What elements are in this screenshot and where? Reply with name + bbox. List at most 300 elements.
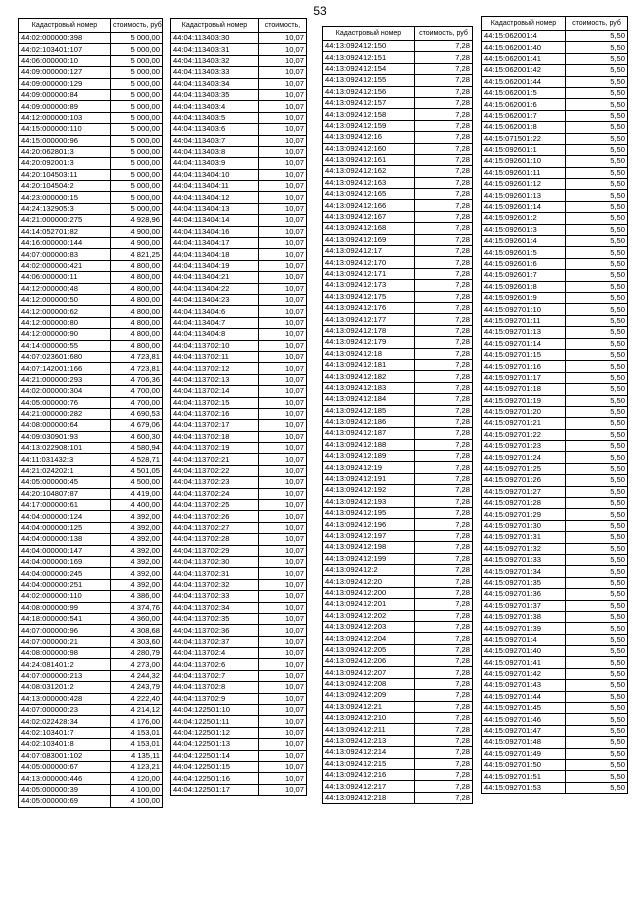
cost-cell: 7,28: [415, 439, 473, 450]
table-row: [323, 428, 473, 439]
cadastral-number-cell: 44:15:092701:27: [482, 486, 566, 497]
cadastral-number-cell: 44:04:113404:8: [171, 329, 259, 340]
cost-cell: 5,50: [566, 634, 628, 645]
cost-cell: 10,07: [259, 55, 307, 66]
table-row: [19, 454, 163, 465]
cost-cell: 7,28: [415, 41, 473, 52]
cost-cell: 7,28: [415, 143, 473, 154]
cost-cell: 4 360,00: [111, 613, 163, 624]
table-row: [19, 500, 163, 511]
table-row: [19, 249, 163, 260]
cadastral-number-cell: 44:04:113702:33: [171, 591, 259, 602]
cadastral-number-cell: 44:04:122501:10: [171, 705, 259, 716]
cadastral-number-cell: 44:04:113702:10: [171, 340, 259, 351]
cost-cell: 4 153,01: [111, 727, 163, 738]
table-row: [323, 587, 473, 598]
cost-cell: 5,50: [566, 53, 628, 64]
table-row: [482, 395, 628, 406]
table-row: [323, 451, 473, 462]
table-row: [19, 294, 163, 305]
table-row: [482, 441, 628, 452]
cost-cell: 7,28: [415, 371, 473, 382]
table-row: [482, 87, 628, 98]
cost-cell: 10,07: [259, 169, 307, 180]
table-row: [171, 568, 307, 579]
cost-cell: 4 243,79: [111, 682, 163, 693]
column-header-cost: стоимость, руб: [111, 19, 163, 33]
table-row: [19, 351, 163, 362]
cadastral-number-cell: 44:13:092412:176: [323, 302, 415, 313]
cost-cell: 5,50: [566, 224, 628, 235]
cadastral-number-cell: 44:12:000000:50: [19, 294, 111, 305]
cadastral-number-cell: 44:02:000000:110: [19, 591, 111, 602]
cost-cell: 5 000,00: [111, 135, 163, 146]
cost-cell: 5,50: [566, 281, 628, 292]
cost-cell: 5,50: [566, 327, 628, 338]
table-header-row: [323, 27, 473, 41]
table-row: [171, 431, 307, 442]
cost-cell: 4 222,40: [111, 693, 163, 704]
table-row: [171, 260, 307, 271]
table-row: [19, 670, 163, 681]
cadastral-number-cell: 44:05:000000:45: [19, 477, 111, 488]
cost-cell: 7,28: [415, 257, 473, 268]
table-row: [482, 611, 628, 622]
cost-cell: 7,28: [415, 599, 473, 610]
cost-cell: 4 700,00: [111, 386, 163, 397]
cost-cell: 4 800,00: [111, 272, 163, 283]
cost-cell: 7,28: [415, 781, 473, 792]
cadastral-number-cell: 44:13:092412:201: [323, 599, 415, 610]
table-row: [171, 249, 307, 260]
cadastral-number-cell: 44:04:113702:23: [171, 477, 259, 488]
cadastral-number-cell: 44:13:022908:101: [19, 443, 111, 454]
cadastral-number-cell: 44:13:092412:193: [323, 496, 415, 507]
cadastral-number-cell: 44:09:000000:84: [19, 89, 111, 100]
cadastral-number-cell: 44:04:000000:147: [19, 545, 111, 556]
table-row: [323, 246, 473, 257]
cadastral-number-cell: 44:04:000000:169: [19, 556, 111, 567]
table-row: [19, 55, 163, 66]
table-row: [171, 602, 307, 613]
table-row: [19, 181, 163, 192]
table-row: [19, 272, 163, 283]
cadastral-number-cell: 44:23:000000:15: [19, 192, 111, 203]
table-row: [171, 556, 307, 567]
cost-cell: 7,28: [415, 633, 473, 644]
table-row: [171, 750, 307, 761]
table-row: [171, 762, 307, 773]
cadastral-number-cell: 44:07:000000:23: [19, 705, 111, 716]
cadastral-number-cell: 44:13:092412:186: [323, 416, 415, 427]
table-row: [171, 306, 307, 317]
table-row: [19, 146, 163, 157]
cost-cell: 10,07: [259, 693, 307, 704]
table-row: [171, 693, 307, 704]
cost-cell: 5 000,00: [111, 203, 163, 214]
table-row: [482, 281, 628, 292]
table-row: [19, 659, 163, 670]
cadastral-number-cell: 44:15:092701:13: [482, 327, 566, 338]
table-row: [19, 568, 163, 579]
table-row: [171, 283, 307, 294]
cadastral-number-cell: 44:08:000000:64: [19, 420, 111, 431]
cost-cell: 5,50: [566, 509, 628, 520]
cost-cell: 7,28: [415, 132, 473, 143]
table-row: [323, 132, 473, 143]
cost-cell: 7,28: [415, 656, 473, 667]
cadastral-number-cell: 44:13:092412:158: [323, 109, 415, 120]
cadastral-number-cell: 44:15:092701:38: [482, 611, 566, 622]
table-row: [482, 737, 628, 748]
cadastral-number-cell: 44:04:113702:31: [171, 568, 259, 579]
table-row: [19, 613, 163, 624]
cost-cell: 5,50: [566, 680, 628, 691]
cadastral-number-cell: 44:07:023601:680: [19, 351, 111, 362]
cadastral-number-cell: 44:15:092701:34: [482, 566, 566, 577]
cost-cell: 7,28: [415, 302, 473, 313]
cadastral-number-cell: 44:13:092412:209: [323, 690, 415, 701]
cadastral-number-cell: 44:15:092701:22: [482, 429, 566, 440]
table-row: [19, 784, 163, 795]
cadastral-number-cell: 44:04:113404:17: [171, 238, 259, 249]
table-row: [323, 211, 473, 222]
cost-cell: 10,07: [259, 158, 307, 169]
table-header-row: [171, 19, 307, 33]
table-row: [171, 522, 307, 533]
cadastral-number-cell: 44:13:092412:185: [323, 405, 415, 416]
table-row: [323, 485, 473, 496]
cadastral-number-cell: 44:13:092412:163: [323, 177, 415, 188]
cost-cell: 5,50: [566, 65, 628, 76]
cadastral-number-cell: 44:15:092701:39: [482, 623, 566, 634]
table-row: [171, 340, 307, 351]
cost-cell: 7,28: [415, 621, 473, 632]
cadastral-number-cell: 44:13:092412:160: [323, 143, 415, 154]
table-row: [482, 201, 628, 212]
table-row: [19, 329, 163, 340]
cadastral-number-cell: 44:13:092412:177: [323, 314, 415, 325]
table-row: [482, 42, 628, 53]
table-row: [482, 498, 628, 509]
cost-cell: 10,07: [259, 192, 307, 203]
table-row: [323, 770, 473, 781]
table-row: [19, 203, 163, 214]
cost-cell: 7,28: [415, 485, 473, 496]
cost-cell: 5,50: [566, 520, 628, 531]
table-row: [323, 496, 473, 507]
table-row: [171, 648, 307, 659]
table-row: [323, 633, 473, 644]
cadastral-number-cell: 44:08:000000:98: [19, 648, 111, 659]
cadastral-number-cell: 44:13:092412:168: [323, 223, 415, 234]
table-row: [171, 226, 307, 237]
cost-cell: 7,28: [415, 542, 473, 553]
table-row: [482, 327, 628, 338]
cost-cell: 7,28: [415, 530, 473, 541]
cadastral-number-cell: 44:15:092701:40: [482, 646, 566, 657]
cadastral-number-cell: 44:15:092701:30: [482, 520, 566, 531]
table-row: [19, 602, 163, 613]
table-row: [19, 773, 163, 784]
cadastral-number-cell: 44:04:113702:11: [171, 351, 259, 362]
cost-cell: 7,28: [415, 713, 473, 724]
cadastral-number-cell: 44:07:142001:166: [19, 363, 111, 374]
cadastral-number-cell: 44:04:113702:28: [171, 534, 259, 545]
cost-cell: 7,28: [415, 75, 473, 86]
cost-cell: 4 392,00: [111, 568, 163, 579]
cost-cell: 10,07: [259, 579, 307, 590]
table-row: [482, 680, 628, 691]
table-row: [171, 625, 307, 636]
cadastral-number-cell: 44:15:092601:6: [482, 258, 566, 269]
cost-cell: 4 392,00: [111, 556, 163, 567]
cost-cell: 5,50: [566, 270, 628, 281]
table-row: [323, 644, 473, 655]
cost-cell: 5,50: [566, 258, 628, 269]
cost-cell: 7,28: [415, 359, 473, 370]
cost-cell: 7,28: [415, 200, 473, 211]
cadastral-number-cell: 44:15:092601:14: [482, 201, 566, 212]
cost-cell: 10,07: [259, 477, 307, 488]
cadastral-number-cell: 44:04:113404:19: [171, 260, 259, 271]
table-row: [19, 477, 163, 488]
cadastral-number-cell: 44:15:092701:11: [482, 315, 566, 326]
cost-cell: 4 392,00: [111, 511, 163, 522]
cost-cell: 5 000,00: [111, 89, 163, 100]
cadastral-number-cell: 44:20:104504:2: [19, 181, 111, 192]
cost-cell: 4 800,00: [111, 260, 163, 271]
cadastral-number-cell: 44:24:132905:3: [19, 203, 111, 214]
cadastral-number-cell: 44:20:104807:87: [19, 488, 111, 499]
cost-cell: 5,50: [566, 384, 628, 395]
cost-cell: 10,07: [259, 670, 307, 681]
cost-cell: 7,28: [415, 246, 473, 257]
cost-cell: 10,07: [259, 534, 307, 545]
cadastral-number-cell: 44:15:092601:1: [482, 144, 566, 155]
cost-cell: 5 000,00: [111, 169, 163, 180]
cadastral-number-cell: 44:04:122501:16: [171, 773, 259, 784]
table-row: [323, 508, 473, 519]
cadastral-number-cell: 44:04:000000:245: [19, 568, 111, 579]
table-row: [19, 556, 163, 567]
table-row: [19, 306, 163, 317]
cadastral-table-1: [18, 18, 163, 808]
cadastral-number-cell: 44:04:113702:8: [171, 682, 259, 693]
cadastral-number-cell: 44:04:122501:17: [171, 784, 259, 795]
cost-cell: 10,07: [259, 124, 307, 135]
table-row: [323, 735, 473, 746]
table-row: [171, 579, 307, 590]
cadastral-number-cell: 44:15:092701:49: [482, 748, 566, 759]
table-row: [19, 340, 163, 351]
table-row: [171, 363, 307, 374]
cadastral-number-cell: 44:15:092701:23: [482, 441, 566, 452]
cadastral-number-cell: 44:13:092412:169: [323, 234, 415, 245]
cost-cell: 7,28: [415, 223, 473, 234]
table-row: [19, 705, 163, 716]
cadastral-number-cell: 44:13:092412:195: [323, 508, 415, 519]
cadastral-number-cell: 44:02:103401:8: [19, 739, 111, 750]
cadastral-number-cell: 44:04:113404:21: [171, 272, 259, 283]
cadastral-number-cell: 44:13:092412:151: [323, 52, 415, 63]
cost-cell: 5,50: [566, 122, 628, 133]
cadastral-number-cell: 44:13:092412:21: [323, 701, 415, 712]
cost-cell: 7,28: [415, 211, 473, 222]
cadastral-number-cell: 44:04:113403:33: [171, 67, 259, 78]
table-row: [323, 405, 473, 416]
table-row: [323, 177, 473, 188]
cost-cell: 7,28: [415, 189, 473, 200]
table-row: [19, 78, 163, 89]
cost-cell: 5,50: [566, 657, 628, 668]
table-row: [482, 338, 628, 349]
cadastral-number-cell: 44:13:092412:207: [323, 667, 415, 678]
table-row: [171, 784, 307, 795]
table-row: [323, 371, 473, 382]
table-row: [323, 792, 473, 803]
cadastral-number-cell: 44:13:092412:20: [323, 576, 415, 587]
cadastral-number-cell: 44:21:000000:275: [19, 215, 111, 226]
table-row: [482, 65, 628, 76]
table-row: [482, 236, 628, 247]
cost-cell: 10,07: [259, 443, 307, 454]
table-row: [482, 646, 628, 657]
cadastral-number-cell: 44:15:092701:28: [482, 498, 566, 509]
cadastral-number-cell: 44:09:000000:127: [19, 67, 111, 78]
cadastral-number-cell: 44:04:113702:14: [171, 386, 259, 397]
table-row: [323, 416, 473, 427]
cost-cell: 10,07: [259, 272, 307, 283]
table-row: [482, 554, 628, 565]
table-row: [482, 156, 628, 167]
table-row: [171, 55, 307, 66]
cost-cell: 5,50: [566, 554, 628, 565]
cost-cell: 7,28: [415, 337, 473, 348]
table-row: [482, 520, 628, 531]
cost-cell: 10,07: [259, 454, 307, 465]
table-row: [19, 192, 163, 203]
table-row: [171, 294, 307, 305]
cadastral-number-cell: 44:04:113404:22: [171, 283, 259, 294]
table-header-row: [482, 17, 628, 31]
cadastral-number-cell: 44:12:000000:62: [19, 306, 111, 317]
cost-cell: 4 679,06: [111, 420, 163, 431]
cost-cell: 10,07: [259, 682, 307, 693]
column-header-cost: стоимость,: [259, 19, 307, 33]
cadastral-number-cell: 44:20:104503:11: [19, 169, 111, 180]
table-row: [19, 169, 163, 180]
cost-cell: 5,50: [566, 42, 628, 53]
table-row: [482, 133, 628, 144]
cost-cell: 10,07: [259, 101, 307, 112]
cost-cell: 7,28: [415, 553, 473, 564]
cost-cell: 5,50: [566, 498, 628, 509]
table-row: [482, 748, 628, 759]
cadastral-number-cell: 44:13:092412:171: [323, 268, 415, 279]
table-row: [323, 109, 473, 120]
table-row: [19, 260, 163, 271]
cost-cell: 7,28: [415, 747, 473, 758]
table-row: [19, 215, 163, 226]
cost-cell: 10,07: [259, 659, 307, 670]
cost-cell: 5 000,00: [111, 55, 163, 66]
table-row: [323, 621, 473, 632]
cost-cell: 10,07: [259, 522, 307, 533]
cadastral-number-cell: 44:15:092601:10: [482, 156, 566, 167]
cadastral-number-cell: 44:13:092412:191: [323, 473, 415, 484]
cost-cell: 5,50: [566, 213, 628, 224]
cost-cell: 7,28: [415, 97, 473, 108]
cost-cell: 7,28: [415, 792, 473, 803]
cost-cell: 10,07: [259, 215, 307, 226]
cost-cell: 4 273,00: [111, 659, 163, 670]
cost-cell: 5,50: [566, 429, 628, 440]
table-row: [482, 110, 628, 121]
cadastral-number-cell: 44:17:000000:61: [19, 500, 111, 511]
table-row: [482, 486, 628, 497]
cost-cell: 5,50: [566, 292, 628, 303]
cadastral-number-cell: 44:15:071501:22: [482, 133, 566, 144]
cadastral-number-cell: 44:15:062001:40: [482, 42, 566, 53]
cadastral-number-cell: 44:15:092701:26: [482, 475, 566, 486]
cost-cell: 5,50: [566, 110, 628, 121]
cadastral-number-cell: 44:04:113702:18: [171, 431, 259, 442]
cost-cell: 7,28: [415, 508, 473, 519]
cost-cell: 4 214,12: [111, 705, 163, 716]
cadastral-number-cell: 44:05:000000:39: [19, 784, 111, 795]
cost-cell: 10,07: [259, 386, 307, 397]
table-row: [19, 374, 163, 385]
cost-cell: 4 176,00: [111, 716, 163, 727]
cadastral-number-cell: 44:13:092412:155: [323, 75, 415, 86]
cost-cell: 7,28: [415, 667, 473, 678]
table-row: [19, 511, 163, 522]
cadastral-number-cell: 44:04:113702:35: [171, 613, 259, 624]
table-row: [171, 591, 307, 602]
cost-cell: 4 928,96: [111, 215, 163, 226]
cost-cell: 10,07: [259, 89, 307, 100]
table-row: [171, 727, 307, 738]
table-row: [171, 408, 307, 419]
cadastral-number-cell: 44:13:092412:179: [323, 337, 415, 348]
cadastral-number-cell: 44:09:000000:89: [19, 101, 111, 112]
cost-cell: 10,07: [259, 408, 307, 419]
cadastral-number-cell: 44:04:113403:32: [171, 55, 259, 66]
cadastral-number-cell: 44:07:000000:96: [19, 625, 111, 636]
column-header-cadastral-number: Кадастровый номер: [19, 19, 111, 33]
cost-cell: 10,07: [259, 727, 307, 738]
cadastral-number-cell: 44:04:113702:13: [171, 374, 259, 385]
table-row: [19, 33, 163, 44]
table-row: [19, 648, 163, 659]
cadastral-number-cell: 44:15:092701:16: [482, 361, 566, 372]
cost-cell: 7,28: [415, 473, 473, 484]
cost-cell: 5,50: [566, 566, 628, 577]
table-row: [171, 112, 307, 123]
cadastral-number-cell: 44:15:092701:45: [482, 703, 566, 714]
cadastral-number-cell: 44:13:000000:446: [19, 773, 111, 784]
cadastral-number-cell: 44:02:000000:304: [19, 386, 111, 397]
cost-cell: 7,28: [415, 314, 473, 325]
table-row: [482, 566, 628, 577]
table-row: [323, 257, 473, 268]
table-row: [171, 488, 307, 499]
table-row: [323, 382, 473, 393]
cost-cell: 5,50: [566, 463, 628, 474]
cadastral-number-cell: 44:04:113702:27: [171, 522, 259, 533]
cadastral-number-cell: 44:13:092412:166: [323, 200, 415, 211]
